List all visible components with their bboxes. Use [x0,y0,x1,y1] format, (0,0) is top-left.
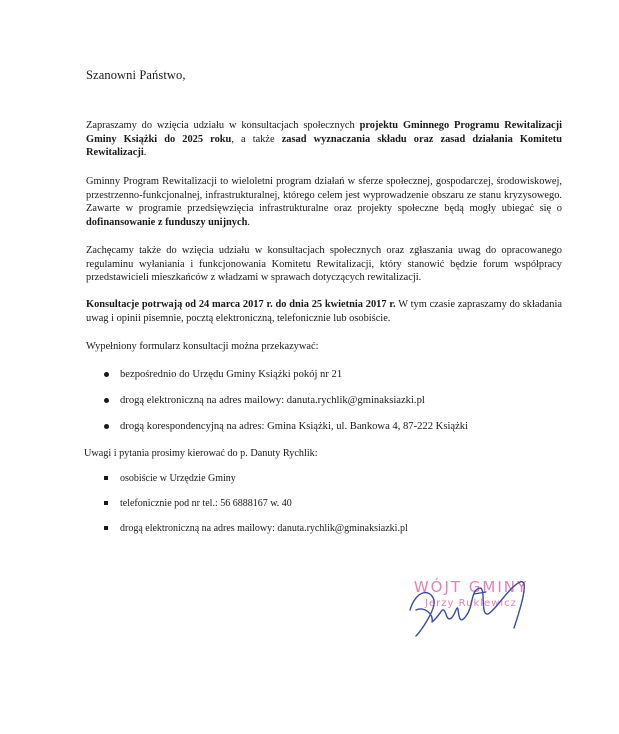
dates-paragraph [86,298,562,325]
dates-text: W tym czasie zapraszamy do składania uwag i opinii pisemnie, pocztą elektroniczną, telefonicznie lub osobiście. [86,299,562,324]
list-item [104,472,408,497]
program-text-c: . [247,216,250,228]
bullet-icon [104,398,109,403]
form-submission-intro: Wypełniony formularz konsultacji można przekazywać: [86,341,319,352]
question-contact-list [104,472,408,547]
intro-bold-committee: zasad wyznaczania składu oraz zasad działania Komitetu Rewitalizacji [86,133,562,159]
committee-paragraph: Zachęcamy także do wzięcia udziału w konsultacjach społecznych oraz zgłaszania uwag do opracowanego regulaminu wyłaniania i funkcjonowania Komitetu Rewitalizacji, który stanowić będzie forum współpracy przedstawicieli mieszkańców z władzami w sprawach dotyczących rewitalizacji. [86,245,562,284]
list-item [104,394,468,420]
questions-intro: Uwagi i pytania prosimy kierować do p. Danuty Rychlik: [84,448,318,459]
list-item-text: drogą korespondencyjną na adres: Gmina Książki, ul. Bankowa 4, 87-222 Książki [120,421,469,432]
program-text-a: Gminny Program Rewitalizacji to wieloletni program działań w sferze społecznej, gospodarczej, środowiskowej, przestrzenno-funkcjonalnej, infrastrukturalnej, którego celem jest wyprowadzenie obszaru ze stanu kryzysowego. Zawarte w programie przedsięwzięcia infrastrukturalne oraz projekty społeczne będą mogły ubiegać się o [86,176,562,215]
program-bold-funding: dofinansowanie z funduszy unijnych [86,216,248,228]
list-item-text: telefonicznie pod nr tel.: 56 6888167 w. 40 [120,498,292,509]
list-item [104,420,468,446]
list-item [104,497,408,522]
handwritten-signature [390,570,560,640]
list-item-text: bezpośrednio do Urzędu Gminy Książki pokój nr 21 [120,369,343,380]
list-item [104,368,468,394]
list-item-text: drogą elektroniczną na adres mailowy: danuta.rychlik@gminaksiazki.pl [120,523,408,534]
dates-bold: Konsultacje potrwają od 24 marca 2017 r. do dnia 25 kwietnia 2017 r. [86,299,396,310]
intro-text-c: , a także [231,133,282,145]
square-bullet-icon [104,526,108,530]
greeting: Szanowni Państwo, [86,68,186,82]
bullet-icon [104,424,109,429]
stamp-title: WÓJT GMINY [413,578,529,596]
stamp-name: Jerzy Ruklewicz [425,598,517,609]
program-description-paragraph [86,175,562,229]
intro-text-a: Zapraszamy do wzięcia udziału w konsultacjach społecznych [86,120,360,131]
list-item-text: drogą elektroniczną na adres mailowy: danuta.rychlik@gminaksiazki.pl [120,395,425,406]
list-item [104,522,408,547]
square-bullet-icon [104,501,108,505]
submission-options-list [104,368,468,446]
intro-paragraph [86,119,562,160]
square-bullet-icon [104,476,108,480]
intro-bold-program: projektu Gminnego Programu Rewitalizacji Gminy Książki do 2025 roku [86,120,562,145]
bullet-icon [104,372,109,377]
intro-text-e: . [143,147,147,159]
list-item-text: osobiście w Urzędzie Gminy [120,473,236,484]
